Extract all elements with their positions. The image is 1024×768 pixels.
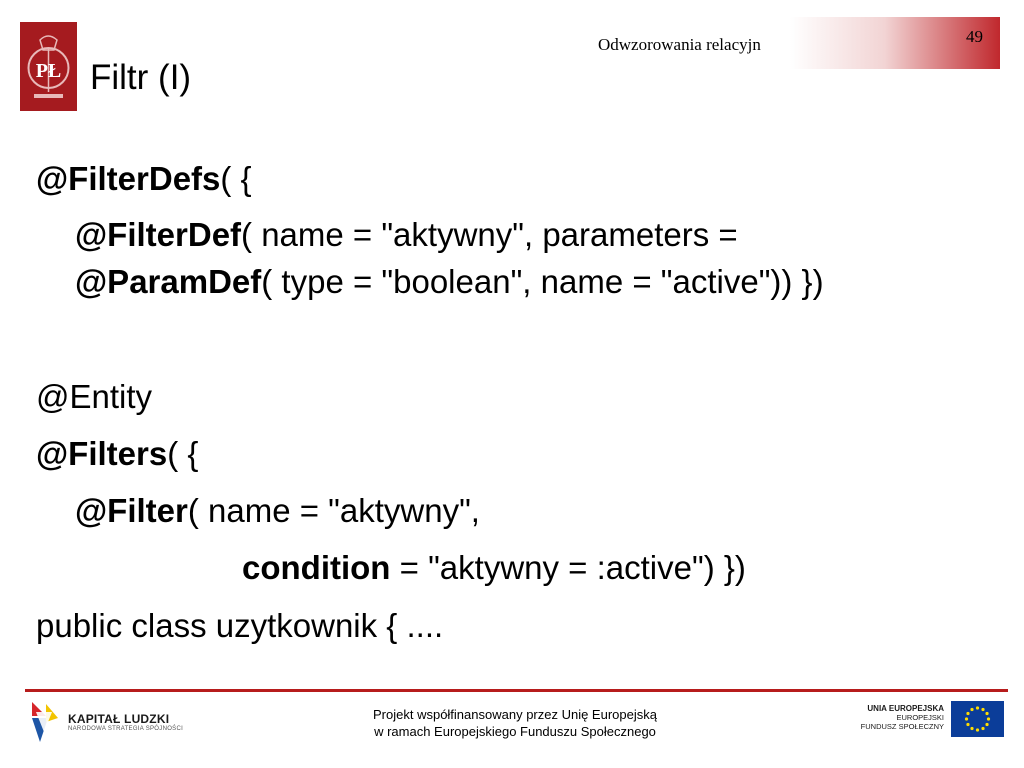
code-line-2 xyxy=(75,218,738,251)
eu-star xyxy=(981,727,984,730)
eu-star xyxy=(966,723,969,726)
annotation-filterdefs: @FilterDefs xyxy=(36,160,221,197)
kl-title: KAPITAŁ LUDZKI xyxy=(68,712,170,726)
eu-star xyxy=(985,723,988,726)
kl-subtitle: NARODOWA STRATEGIA SPÓJNOŚCI xyxy=(68,726,184,732)
code-line-3 xyxy=(75,265,824,298)
eu-star xyxy=(987,717,990,720)
eu-star xyxy=(970,727,973,730)
annotation-filters: @Filters xyxy=(36,435,168,472)
footer-rule xyxy=(25,689,1008,692)
eu-star xyxy=(985,712,988,715)
code-line-5 xyxy=(36,437,198,470)
annotation-entity: @Entity xyxy=(36,378,153,415)
university-logo xyxy=(20,22,77,111)
code-text: ( { xyxy=(167,435,199,472)
ue-line-1: UNIA EUROPEJSKA xyxy=(867,704,944,713)
code-text: ( name = "aktywny", xyxy=(187,492,480,529)
slide-title: Filtr (I) xyxy=(90,58,192,97)
eu-star xyxy=(965,717,968,720)
ue-label xyxy=(860,704,944,731)
eu-star xyxy=(966,712,969,715)
code-text: ( { xyxy=(220,160,252,197)
annotation-paramdef: @ParamDef xyxy=(75,263,262,300)
running-title: Odwzorowania relacyjn xyxy=(598,35,761,54)
eu-star xyxy=(976,728,979,731)
project-line-1: Projekt współfinansowany przez Unię Europejską xyxy=(373,707,657,722)
project-note xyxy=(300,706,730,740)
logo-letters: PŁ xyxy=(35,60,62,82)
code-line-8 xyxy=(36,609,443,642)
eu-star xyxy=(976,706,979,709)
eu-flag-icon xyxy=(951,701,1004,737)
code-line-7 xyxy=(242,551,746,584)
keyword-condition: condition xyxy=(242,549,391,586)
eu-star xyxy=(970,708,973,711)
ue-line-3: FUNDUSZ SPOŁECZNY xyxy=(860,722,944,731)
code-text: ( name = "aktywny", parameters = xyxy=(241,216,738,253)
class-declaration: public class uzytkownik { .... xyxy=(36,607,444,644)
code-line-4 xyxy=(36,380,152,413)
kl-star-icon xyxy=(28,698,68,744)
code-text: ( type = "boolean", name = "active")) }) xyxy=(261,263,824,300)
project-line-2: w ramach Europejskiego Funduszu Społecznego xyxy=(374,724,656,739)
annotation-filterdef: @FilterDef xyxy=(75,216,242,253)
annotation-filter: @Filter xyxy=(75,492,188,529)
eu-star xyxy=(981,708,984,711)
code-text: = "aktywny = :active") }) xyxy=(390,549,746,586)
slide-number: 49 xyxy=(966,27,983,46)
code-line-6 xyxy=(75,494,480,527)
code-line-1 xyxy=(36,162,252,195)
ue-line-2: EUROPEJSKI xyxy=(896,713,944,722)
